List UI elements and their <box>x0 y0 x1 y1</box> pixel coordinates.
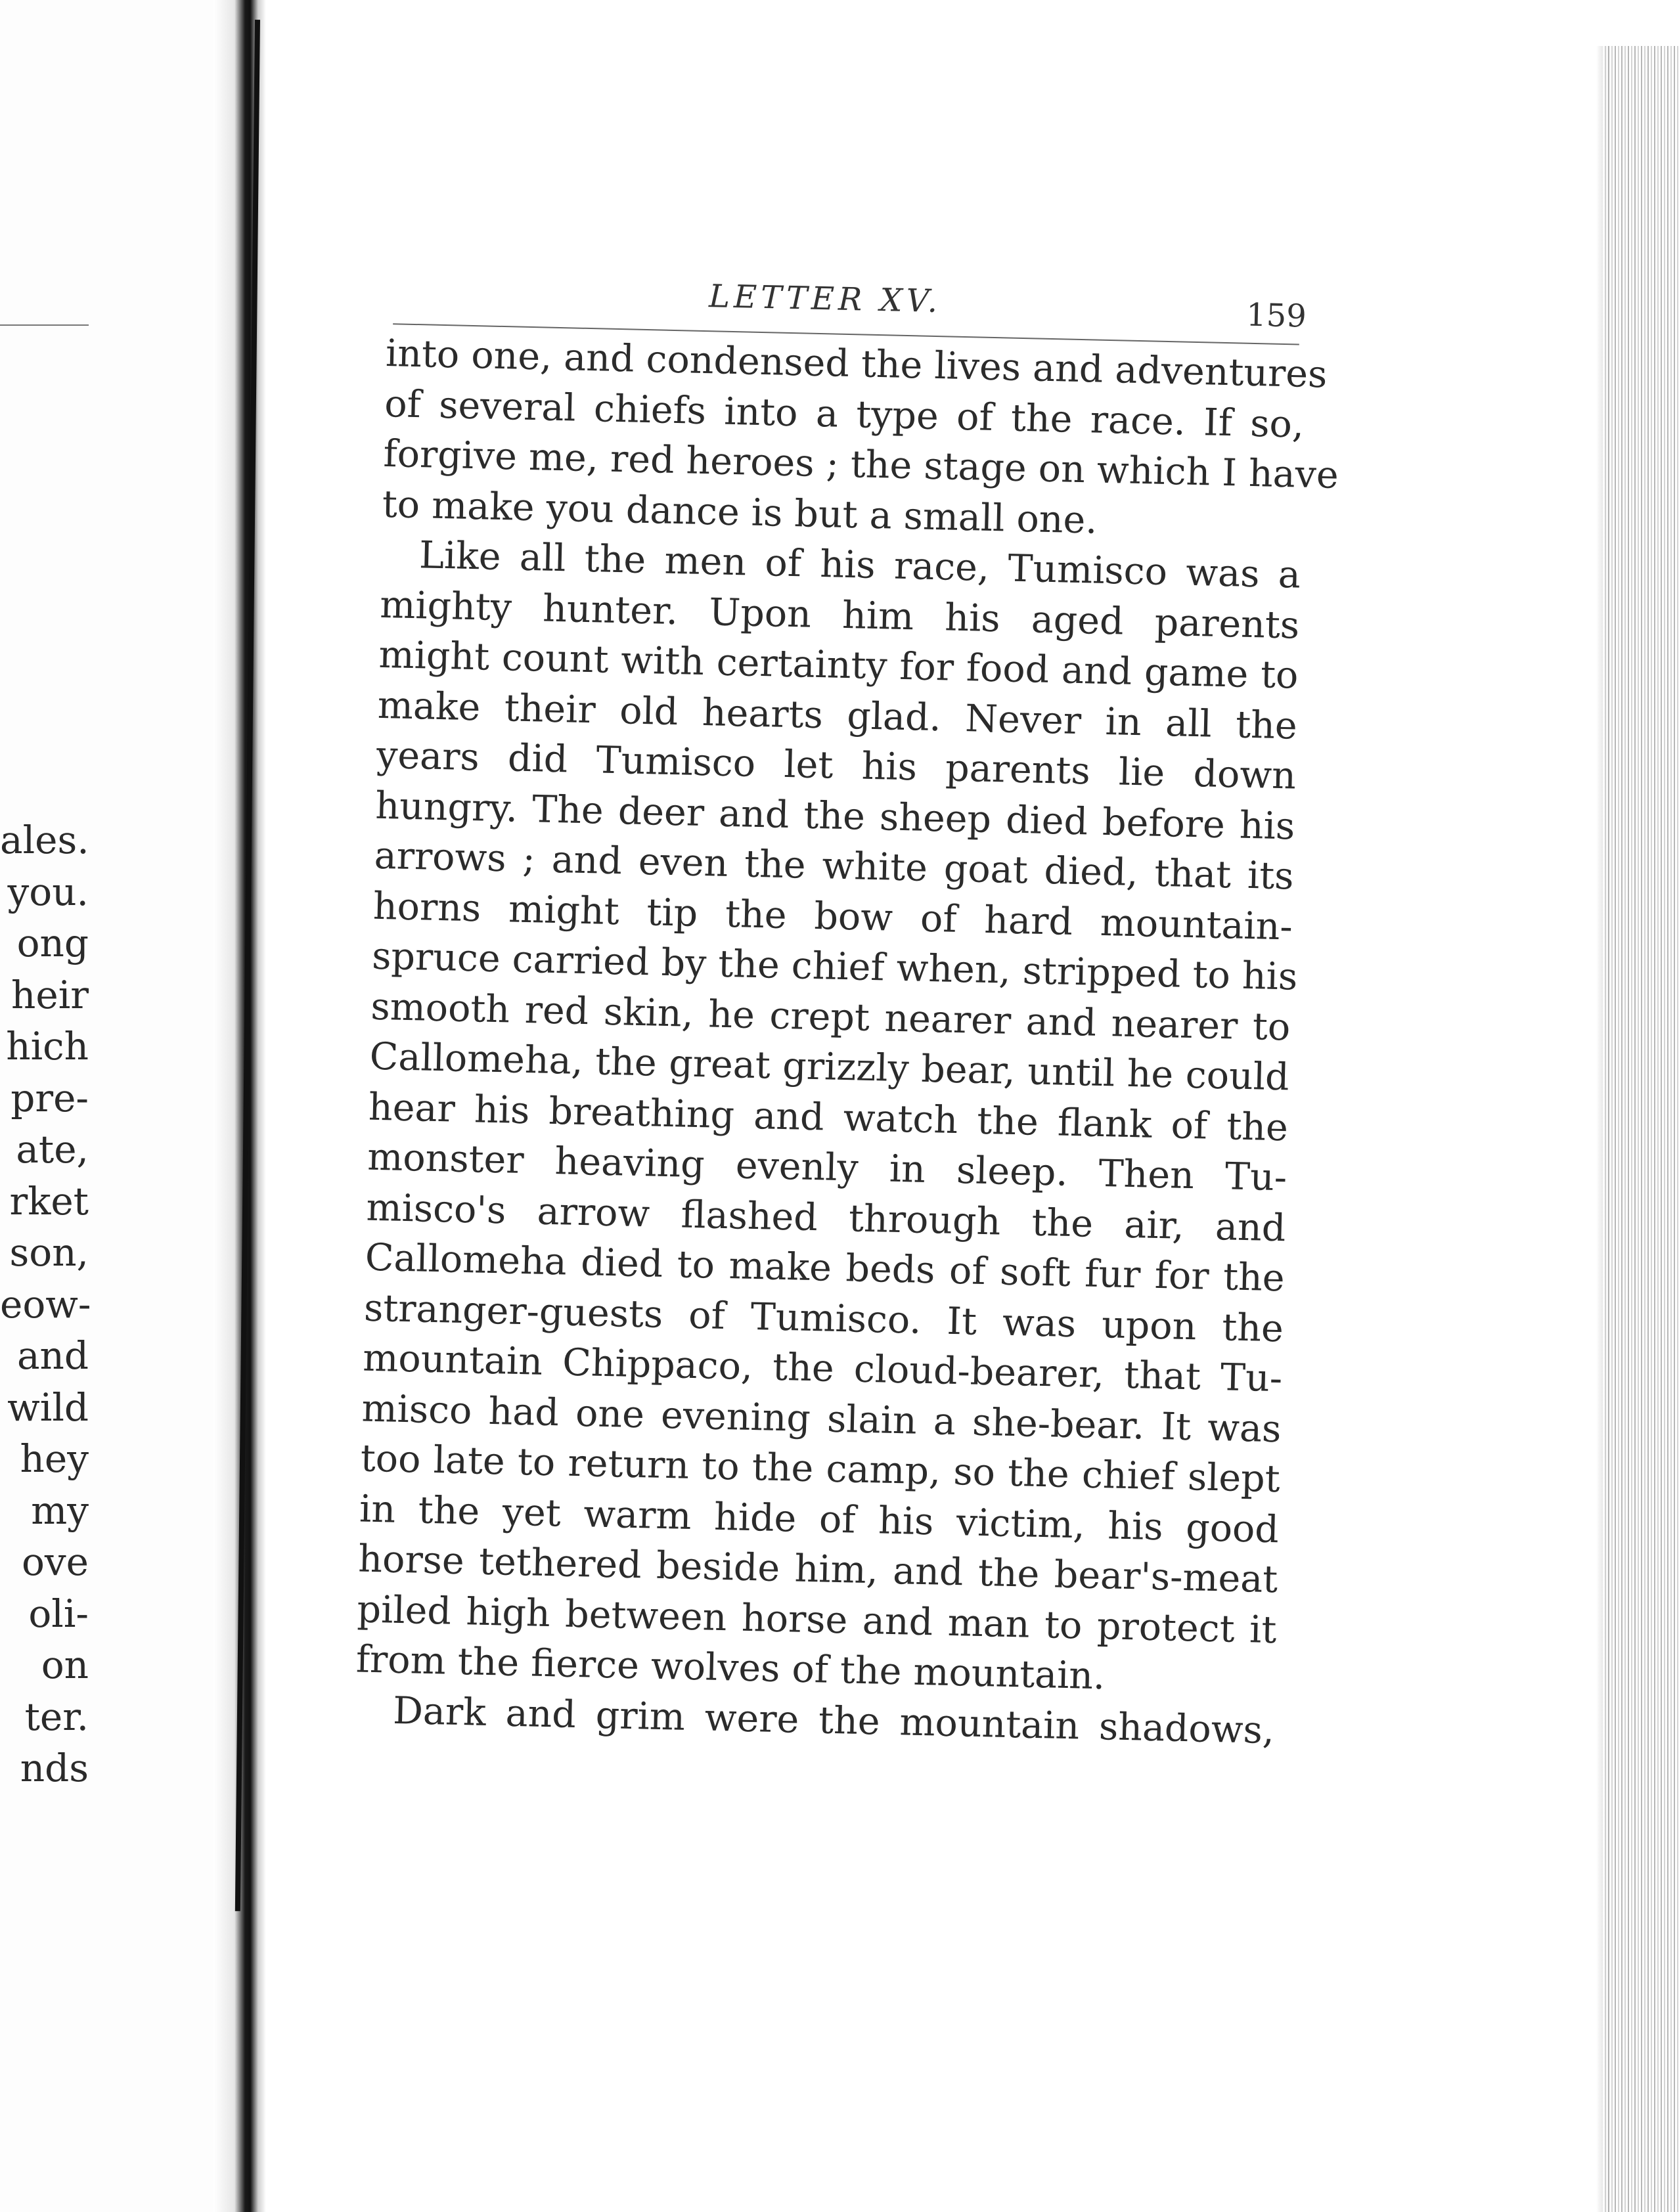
running-title: LETTER XV. <box>708 278 942 321</box>
text-line: Callomeha died to make beds of soft fur for the <box>365 1235 1286 1300</box>
left-fragment-line: ong <box>16 921 89 965</box>
left-fragment-line: and <box>16 1333 89 1378</box>
text-line: misco's arrow flashed through the air, and <box>365 1185 1287 1250</box>
left-fragment-line: oli- <box>28 1591 89 1636</box>
left-fragment-line: you. <box>7 869 89 914</box>
left-page-rule <box>0 324 89 326</box>
text-line: monster heaving evenly in sleep. Then Tu- <box>367 1135 1287 1200</box>
book-fore-edge <box>1603 46 1679 2212</box>
left-page-text-fragments <box>0 814 89 1794</box>
text-line: from the fierce wolves of the mountain. <box>355 1637 1106 1698</box>
left-fragment-line: pre- <box>11 1075 89 1120</box>
left-fragment-line: eow- <box>0 1281 91 1327</box>
text-line: horse tethered beside him, and the bear's-meat <box>357 1537 1278 1602</box>
text-line: hear his breathing and watch the flank of the <box>368 1085 1289 1149</box>
left-fragment-line: ales. <box>0 818 89 862</box>
left-fragment-line: heir <box>11 972 89 1017</box>
text-line: Like all the men of his race, Tumisco was a <box>418 533 1301 597</box>
text-line: years did Tumisco let his parents lie down <box>376 733 1297 798</box>
text-line: too late to return to the camp, so the chief slept <box>360 1436 1281 1501</box>
text-line: of several chiefs into a type of the race. If so, <box>384 382 1305 447</box>
left-fragment-line: hey <box>20 1436 89 1481</box>
text-line: mountain Chippaco, the cloud-bearer, that Tu- <box>362 1336 1283 1401</box>
text-line: in the yet warm hide of his victim, his good <box>359 1487 1280 1551</box>
left-fragment-line: my <box>31 1488 89 1533</box>
left-fragment-line: son, <box>9 1230 89 1275</box>
text-line: horns might tip the bow of hard mountain- <box>372 884 1293 949</box>
body-text <box>354 328 1339 1756</box>
left-fragment-line: wild <box>7 1384 89 1430</box>
text-line: make their old hearts glad. Never in all the <box>377 683 1298 748</box>
page-text-block <box>354 271 1339 1756</box>
left-fragment-line: nds <box>20 1746 89 1790</box>
left-fragment-line: on <box>41 1643 89 1687</box>
text-line: mighty hunter. Upon him his aged parents <box>379 583 1300 648</box>
text-line: misco had one evening slain a she-bear. It was <box>361 1386 1282 1451</box>
text-line: arrows ; and even the white goat died, that its <box>374 833 1295 898</box>
text-line: might count with certainty for food and game to <box>378 632 1299 697</box>
text-line: smooth red skin, he crept nearer and nearer to <box>370 984 1291 1049</box>
left-fragment-line: ove <box>21 1539 89 1584</box>
text-line: to make you dance is but a small one. <box>382 482 1098 542</box>
text-line: into one, and condensed the lives and adventures <box>385 331 1328 397</box>
left-fragment-line: ter. <box>24 1694 89 1739</box>
text-line: forgive me, red heroes ; the stage on which I have <box>382 431 1339 497</box>
page-number: 159 <box>1245 296 1307 335</box>
text-line: piled high between horse and man to protect it <box>357 1587 1278 1652</box>
left-fragment-line: hich <box>6 1024 89 1069</box>
text-line: spruce carried by the chief when, stripped to his <box>371 934 1298 999</box>
left-fragment-line: rket <box>9 1178 89 1224</box>
text-line: hungry. The deer and the sheep died before his <box>374 784 1295 849</box>
text-line: Dark and grim were the mountain shadows, <box>392 1689 1275 1752</box>
text-line: Callomeha, the great grizzly bear, until he could <box>369 1034 1290 1099</box>
text-line: stranger-guests of Tumisco. It was upon the <box>363 1286 1284 1350</box>
left-fragment-line: ate, <box>16 1127 89 1172</box>
